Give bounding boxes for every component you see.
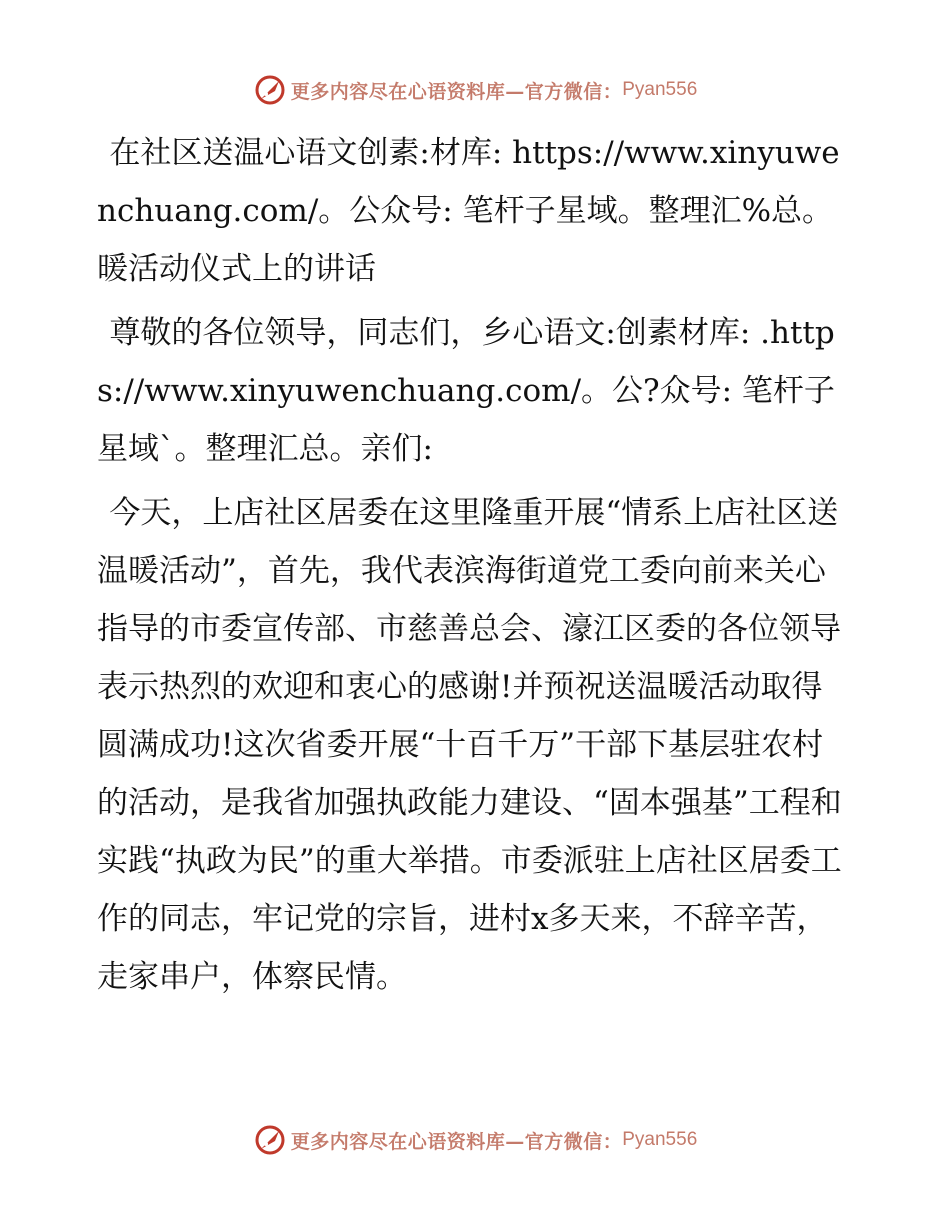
banner-wechat-id: Pyan556 — [622, 1129, 698, 1150]
footer-banner — [0, 1120, 950, 1160]
banner-text: 更多内容尽在心语资料库—官方微信： — [290, 1130, 623, 1153]
header-banner — [0, 70, 950, 110]
quill-logo-icon — [253, 73, 287, 107]
paragraph-greeting: 尊敬的各位领导，同志们，乡心语文:创素材库: .https://www.xinyuwenchuang.com/。公?众号: 笔杆子星域`。整理汇总。亲们: — [97, 315, 835, 467]
quill-logo-icon — [253, 1123, 287, 1157]
banner-wechat-id: Pyan556 — [622, 79, 698, 100]
paragraph-title: 在社区送温心语文创素:材库: https://www.xinyuwenchuang.com/。公众号: 笔杆子星域。整理汇%总。暖活动仪式上的讲话 — [97, 135, 840, 287]
document-body — [97, 124, 849, 1006]
paragraph-main: 今天，上店社区居委在这里隆重开展“情系上店社区送温暖活动”，首先，我代表滨海街道党工委向前来关心指导的市委宣传部、市慈善总会、濠江区委的各位领导表示热烈的欢迎和衷心的感谢!并预祝送温暖活动取得圆满成功!这次省委开展“十百千万”干部下基层驻农村的活动，是我省加强执政能力建设、“固本强基”工程和实践“执政为民”的重大举措。市委派驻上店社区居委工作的同志，牢记党的宗旨，进村x多天来，不辞辛苦，走家串户，体察民情。 — [97, 495, 842, 995]
banner-text: 更多内容尽在心语资料库—官方微信： — [290, 80, 623, 103]
